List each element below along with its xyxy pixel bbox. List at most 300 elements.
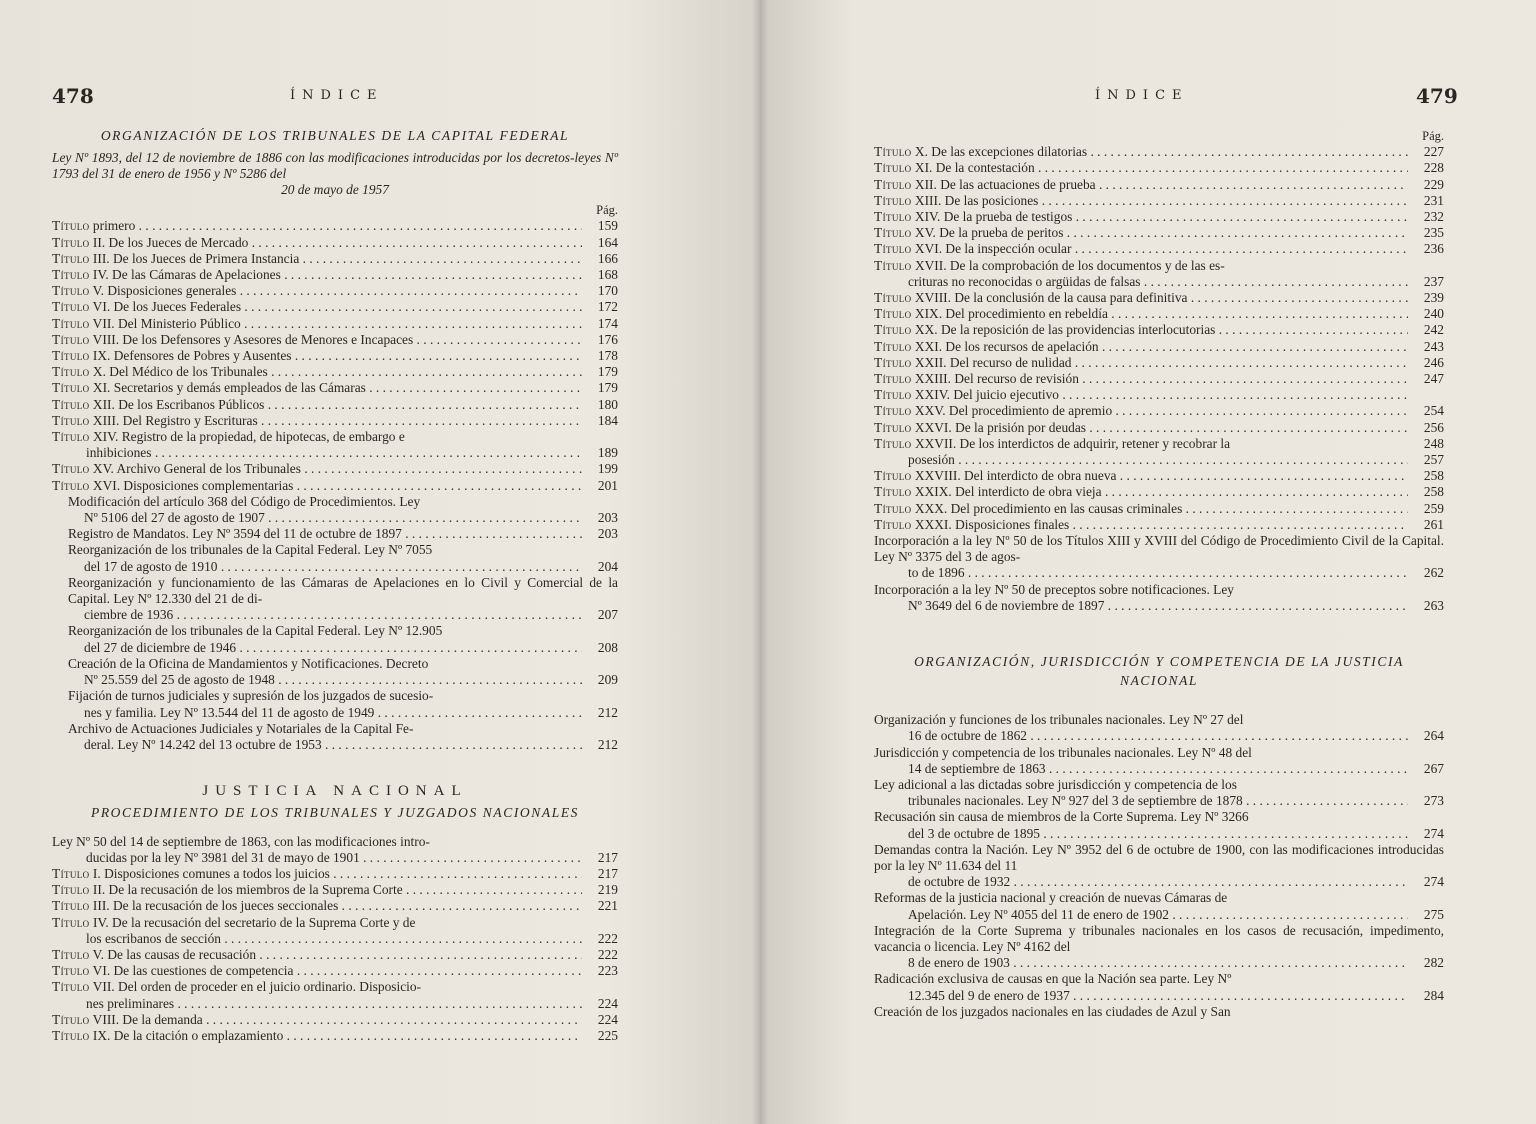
entry-text: Título V. De las causas de recusación . . . [52,947,582,963]
titulo-word: Título [52,963,90,979]
titulo-word: Título [874,338,912,354]
entry-text: Reorganización y funcionamiento de las Cámaras de Apelaciones en lo Civil y Comercial de la Capital. Ley Nº 12.330 del 21 de di- [68,574,618,607]
entry-text: inhibiciones . . . [86,445,582,461]
titulo-word: Título [52,250,90,266]
index-entry [52,834,618,866]
entry-text: Título XXI. De los recursos de apelación . . . [874,339,1408,355]
titulo-word: Título [874,468,912,484]
titulo-word: Título [52,461,90,477]
index-entry-list [52,461,618,493]
entry-page: 224 [597,995,618,1011]
entry-line [874,907,1444,923]
index-entry [874,582,1444,614]
index-entry [874,209,1444,225]
entry-text: Título III. De la recusación de los jueces seccionales . . . [52,898,582,914]
entry-text: Título VIII. De la demanda . . . [52,1012,582,1028]
entry-text: Título XVIII. De la conclusión de la causa para definitiva . . . [874,290,1408,306]
titulo-word: Título [52,946,90,962]
entry-text: del 27 de diciembre de 1946 . . . [84,640,582,656]
index-entry [52,542,618,574]
entry-text: Incorporación a la ley Nº 50 de los Títulos XIII y XVIII del Código de Procedimiento Civil de la Capital. Ley Nº 3375 del 3 de agos- [874,533,1444,565]
entry-page: 264 [1423,728,1444,744]
entry-page: 258 [1423,468,1444,484]
entry-page: 166 [597,250,618,266]
index-entry [52,915,618,947]
entry-text: XVII. De la comprobación de los documentos y de las es- [914,257,1225,273]
entry-text: Incorporación a la ley Nº 50 de preceptos sobre notificaciones. Ley [874,581,1234,597]
entry-page: 247 [1423,371,1444,387]
titulo-word: Título [874,225,912,241]
titulo-word: Título [874,354,912,370]
titulo-word: Título [52,1027,90,1043]
entry-page: 257 [1423,452,1444,468]
running-head-right: ÍNDICE [1095,88,1189,103]
titulo-word: Título [52,364,90,380]
entry-text: 12.345 del 9 de enero de 1937 . . . [908,988,1408,1004]
titulo-word: Título [52,299,90,315]
entry-text: Título XXVI. De la prisión por deudas . . . [874,420,1408,436]
entry-text: Nº 25.559 del 25 de agosto de 1948 . . . [84,672,582,688]
entry-page: 235 [1423,225,1444,241]
titulo-word: Título [52,979,90,995]
titulo-word: Título [874,290,912,306]
index-entry [52,623,618,655]
entry-page: 179 [597,380,618,396]
entry-text: Título XX. De la reposición de las providencias interlocutorias . . . [874,322,1408,338]
entry-line [874,955,1444,971]
index-entry [874,241,1444,257]
entry-text: Título XII. De los Escribanos Públicos . . . [52,397,582,413]
entry-text: XXVII. De los interdictos de adquirir, retener y recobrar la [914,435,1231,451]
entry-page: 217 [597,849,618,865]
entry-page: 282 [1423,955,1444,971]
index-entry [874,306,1444,322]
pag-label: Pág. [596,203,618,218]
entry-text: del 17 de agosto de 1910 . . . [84,559,582,575]
entry-text: Título XIII. Del Registro y Escrituras . . . [52,413,582,429]
index-entry [874,923,1444,972]
entry-text: Título V. Disposiciones generales . . . [52,283,582,299]
index-entry-list [52,1012,618,1044]
titulo-word: Título [52,865,90,881]
index-entry [874,387,1444,403]
entry-text: Título XII. De las actuaciones de prueba . . . [874,177,1408,193]
index-entry [52,413,618,429]
index-entry-list [874,144,1444,257]
entry-text: Demandas contra la Nación. Ley Nº 3952 del 6 de octubre de 1900, con las modificaciones introducidas por la ley Nº 11.634 del 11 [874,841,1444,873]
entry-text: Integración de la Corte Suprema y tribunales nacionales en los casos de recusación, impedimento, vacancia o licencia. Ley Nº 4162 del [874,922,1444,954]
entry-page: 259 [1423,500,1444,516]
section-subtitle-ley-1893: Ley Nº 1893, del 12 de noviembre de 1886 con las modificaciones introducidas por los decretos-leyes Nº 1793 del 31 de enero de 1956 y Nº 5286 del [52,150,618,182]
index-entry [52,721,618,753]
entry-text: 16 de octubre de 1862 . . . [908,728,1408,744]
entry-text: 8 de enero de 1903 . . . [908,955,1408,971]
entry-page: 176 [597,331,618,347]
entry-text: Título XI. Secretarios y demás empleados de las Cámaras . . . [52,380,582,396]
entry-page: 159 [597,218,618,234]
entry-text: Creación de la Oficina de Mandamientos y Notificaciones. Decreto [68,655,429,671]
entry-page: 208 [597,639,618,655]
entry-text: Título XXIX. Del interdicto de obra vieja . . . [874,484,1408,500]
entry-page: 223 [597,963,618,979]
book-gutter [752,0,768,1124]
entry-text: Título XI. De la contestación . . . [874,160,1408,176]
titulo-word: Título [874,160,912,176]
entry-text: Jurisdicción y competencia de los tribunales nacionales. Ley Nº 48 del [874,744,1252,760]
entry-text: Título II. De la recusación de los miembros de la Suprema Corte . . . [52,882,582,898]
titulo-word: Título [874,500,912,516]
index-entry [52,316,618,332]
index-entry [52,494,618,526]
titulo-word: Título [874,209,912,225]
entry-page: 254 [1423,403,1444,419]
entry-text: Título I. Disposiciones comunes a todos los juicios . . . [52,866,582,882]
entry-text: Título X. De las excepciones dilatorias . . . [874,144,1408,160]
index-entry [874,322,1444,338]
index-entry [52,283,618,299]
titulo-word: Título [874,176,912,192]
index-entry [52,898,618,914]
entry-page: 243 [1423,338,1444,354]
entry-page: 246 [1423,354,1444,370]
titulo-word: Título [52,331,90,347]
entry-page: 212 [597,704,618,720]
index-entry [874,177,1444,193]
index-entry [52,397,618,413]
index-entry [874,842,1444,891]
entry-line [68,559,618,575]
titulo-word: Título [52,396,90,412]
pag-label: Pág. [1422,129,1444,143]
entry-page: 164 [597,234,618,250]
entry-line [68,510,618,526]
entry-text: Título XV. De la prueba de peritos . . . [874,225,1408,241]
entry-page: 203 [597,510,618,526]
index-entry [874,371,1444,387]
entry-text: Título XXII. Del recurso de nulidad . . . [874,355,1408,371]
titulo-word: Título [52,348,90,364]
index-entry [874,501,1444,517]
entry-text: Título II. De los Jueces de Mercado . . . [52,235,582,251]
index-entry [874,225,1444,241]
entry-page: 168 [597,267,618,283]
entry-page: 203 [597,526,618,542]
entry-text: Ley adicional a las dictadas sobre jurisdicción y competencia de los [874,776,1237,792]
entry-line [68,705,618,721]
entry-page: 172 [597,299,618,315]
entry-text: XIV. Registro de la propiedad, de hipotecas, de embargo e [92,429,405,445]
entry-text: VII. Del orden de proceder en el juicio ordinario. Disposicio- [92,979,422,995]
index-entry [874,971,1444,1003]
entry-line [68,640,618,656]
index-entry-list [52,947,618,979]
entry-page: 239 [1423,290,1444,306]
entry-text: Apelación. Ley Nº 4055 del 11 de enero de 1902 . . . [908,907,1408,923]
index-entry [874,420,1444,436]
titulo-word: Título [52,218,90,234]
entry-page: 284 [1423,987,1444,1003]
entry-page: 225 [597,1027,618,1043]
entry-text: Título XXVIII. Del interdicto de obra nueva . . . [874,468,1408,484]
index-entry [874,468,1444,484]
entry-page: 179 [597,364,618,380]
entry-page: 240 [1423,306,1444,322]
section-title-justicia-nacional: JUSTICIA NACIONAL [202,783,468,800]
law-entry-list [874,712,1444,1004]
entry-page: 261 [1423,516,1444,532]
entry-text: Radicación exclusiva de causas en que la Nación sea parte. Ley Nº [874,971,1232,987]
entry-text: Reformas de la justicia nacional y creación de nuevas Cámaras de [874,890,1228,906]
entry-page: 242 [1423,322,1444,338]
entry-text: Nº 3649 del 6 de noviembre de 1897 . . . [908,598,1408,614]
entry-page: 273 [1423,793,1444,809]
titulo-word: Título [874,322,912,338]
entry-text: de octubre de 1932 . . . [908,874,1408,890]
entry-page: 201 [597,477,618,493]
entry-page: 229 [1423,176,1444,192]
entry-text: Título XXV. Del procedimiento de apremio . . . [874,403,1408,419]
entry-page: 199 [597,461,618,477]
entry-text: IV. De la recusación del secretario de la Suprema Corte y de [92,914,416,930]
index-entry [52,478,618,494]
index-entry [52,461,618,477]
entry-text: Ley Nº 50 del 14 de septiembre de 1863, con las modificaciones intro- [52,833,430,849]
entry-page: 209 [597,672,618,688]
titulo-word: Título [874,403,912,419]
entry-page: 232 [1423,209,1444,225]
entry-page: 224 [597,1011,618,1027]
titulo-word: Título [52,882,90,898]
titulo-word: Título [874,516,912,532]
entry-line [874,793,1444,809]
index-entry [874,712,1444,744]
index-entry-list [874,290,1444,436]
titulo-word: Título [52,477,90,493]
entry-text: Título XVI. De la inspección ocular . . . [874,241,1408,257]
index-entry [874,484,1444,500]
titulo-word: Título [874,435,912,451]
entry-text: ciembre de 1936 . . . [84,607,582,623]
index-entry-list [52,866,618,915]
index-entry [874,258,1444,290]
entry-line [874,988,1444,1004]
titulo-word: Título [52,412,90,428]
entry-text: Título primero . . . [52,218,582,234]
index-entry [874,403,1444,419]
titulo-word: Título [52,283,90,299]
entry-page: 189 [597,445,618,461]
index-entry-list [874,468,1444,533]
index-entry [52,979,618,1011]
titulo-word: Título [52,914,90,930]
index-entry [52,251,618,267]
index-entry [52,688,618,720]
entry-text: Título XIII. De las posiciones . . . [874,193,1408,209]
titulo-word: Título [874,484,912,500]
entry-text: Título VII. Del Ministerio Público . . . [52,316,582,332]
entry-page: 178 [597,348,618,364]
index-entry [52,364,618,380]
entry-text: 14 de septiembre de 1863 . . . [908,761,1408,777]
section-title-organizacion: ORGANIZACIÓN DE LOS TRIBUNALES DE LA CAPITAL FEDERAL [100,128,570,143]
entry-text: Reorganización de los tribunales de la Capital Federal. Ley Nº 7055 [68,542,433,558]
index-entry [874,533,1444,582]
entry-page: 237 [1423,273,1444,289]
last-line: Creación de los juzgados nacionales en las ciudades de Azul y San [874,1003,1231,1019]
entry-text: Título VIII. De los Defensores y Asesores de Menores e Incapaces . . . [52,332,582,348]
index-entry [52,380,618,396]
left-index-column [52,128,618,1044]
left-page [0,0,760,1124]
entry-text: Título XIV. De la prueba de testigos . . . [874,209,1408,225]
entry-page: 222 [597,946,618,962]
entry-text: Registro de Mandatos. Ley Nº 3594 del 11 de octubre de 1897 . . . [68,526,582,542]
index-entry [874,193,1444,209]
index-entry [52,866,618,882]
index-entry [874,890,1444,922]
entry-text: Título XXIII. Del recurso de revisión . . . [874,371,1408,387]
page-number-right: 479 [1416,84,1458,108]
entry-page: 275 [1423,906,1444,922]
index-entry [874,517,1444,533]
entry-page: 263 [1423,597,1444,613]
entry-page: 274 [1423,825,1444,841]
entry-text: crituras no reconocidas o argüidas de falsas . . . [908,274,1408,290]
entry-page: 274 [1423,874,1444,890]
entry-text: nes preliminares . . . [86,996,582,1012]
entry-text: Título XXX. Del procedimiento en las causas criminales . . . [874,501,1408,517]
index-entry [52,332,618,348]
entry-page: 219 [597,882,618,898]
entry-text: Título VI. De los Jueces Federales . . . [52,299,582,315]
entry-page: 174 [597,315,618,331]
entry-text: Título XV. Archivo General de los Tribunales . . . [52,461,582,477]
index-entry [52,963,618,979]
entry-text: Fijación de turnos judiciales y supresión de los juzgados de sucesio- [68,688,434,704]
entry-page: 222 [597,930,618,946]
entry-page: 204 [597,558,618,574]
entry-page: 207 [597,607,618,623]
index-entry [52,656,618,688]
entry-line [874,728,1444,744]
entry-text: los escribanos de sección . . . [86,931,582,947]
entry-text: nes y familia. Ley Nº 13.544 del 11 de agosto de 1949 . . . [84,705,582,721]
entry-text: tribunales nacionales. Ley Nº 927 del 3 de septiembre de 1878 . . . [908,793,1408,809]
index-entry [52,267,618,283]
entry-text: Título XXXI. Disposiciones finales . . . [874,517,1408,533]
titulo-word: Título [52,429,90,445]
entry-text: Modificación del artículo 368 del Código de Procedimientos. Ley [68,493,421,509]
section-subtitle-ley-1893-end: 20 de mayo de 1957 [281,182,389,198]
index-entry [874,777,1444,809]
index-entry [874,809,1444,841]
index-entry [52,348,618,364]
entry-text: Título XIX. Del procedimiento en rebeldía . . . [874,306,1408,322]
entry-text: Título IX. De la citación o emplazamiento . . . [52,1028,582,1044]
titulo-word: Título [874,144,912,160]
entry-text: Título XVI. Disposiciones complementarias . . . [52,478,582,494]
entry-page: 231 [1423,192,1444,208]
index-entry [52,299,618,315]
entry-text: Título IV. De las Cámaras de Apelaciones . . . [52,267,582,283]
index-entry [874,160,1444,176]
entry-text: Recusación sin causa de miembros de la Corte Suprema. Ley Nº 3266 [874,809,1249,825]
titulo-word: Título [874,306,912,322]
entry-page: 184 [597,412,618,428]
index-entry [52,575,618,624]
entry-page: 221 [597,898,618,914]
entry-line [68,672,618,688]
entry-page: 228 [1423,160,1444,176]
entry-page: 262 [1423,565,1444,581]
entry-page: 258 [1423,484,1444,500]
index-entry [874,745,1444,777]
index-entry [52,947,618,963]
titulo-word: Título [52,267,90,283]
index-entry [52,1012,618,1028]
entry-text: Título VI. De las cuestiones de competencia . . . [52,963,582,979]
titulo-word: Título [874,192,912,208]
entry-text: Archivo de Actuaciones Judiciales y Notariales de la Capital Fe- [68,720,414,736]
entry-page: 248 [1423,435,1444,451]
index-entry [52,1028,618,1044]
sub-entry-list [52,494,618,753]
titulo-word: Título [52,234,90,250]
entry-text: Título IX. Defensores de Pobres y Ausentes . . . [52,348,582,364]
index-entry [52,526,618,542]
entry-line [874,874,1444,890]
index-entry-list [52,218,618,429]
entry-page: 256 [1423,419,1444,435]
titulo-word: Título [874,257,912,273]
section-title-organizacion-jurisdiccion: ORGANIZACIÓN, JURISDICCIÓN Y COMPETENCIA DE LA JUSTICIA NACIONAL [914,654,1404,689]
index-entry [52,218,618,234]
titulo-word: Título [874,419,912,435]
entry-text: to de 1896 . . . [908,565,1408,581]
titulo-word: Título [874,241,912,257]
titulo-word: Título [52,315,90,331]
section-subtitle-procedimiento: PROCEDIMIENTO DE LOS TRIBUNALES Y JUZGADOS NACIONALES [90,805,580,821]
entry-page: 236 [1423,241,1444,257]
entry-page: 170 [597,283,618,299]
entry-page: 217 [597,865,618,881]
entry-text: Organización y funciones de los tribunales nacionales. Ley Nº 27 del [874,712,1244,728]
entry-page: 267 [1423,760,1444,776]
entry-text: Nº 5106 del 27 de agosto de 1907 . . . [84,510,582,526]
index-entry [52,429,618,461]
entry-text: Título XXIV. Del juicio ejecutivo . . . [874,387,1408,403]
entry-text: posesión . . . [908,452,1408,468]
entry-text: deral. Ley Nº 14.242 del 13 octubre de 1953 . . . [84,737,582,753]
entry-text: del 3 de octubre de 1895 . . . [908,826,1408,842]
entry-line [874,761,1444,777]
titulo-word: Título [52,898,90,914]
index-entry [874,290,1444,306]
index-entry [874,355,1444,371]
entry-page: 227 [1423,144,1444,160]
titulo-word: Título [874,387,912,403]
index-entry [874,144,1444,160]
right-index-column [874,128,1444,1020]
index-entry [52,882,618,898]
index-entry [874,339,1444,355]
entry-page: 180 [597,396,618,412]
entry-line [874,826,1444,842]
titulo-word: Título [874,371,912,387]
entry-text: Título III. De los Jueces de Primera Instancia . . . [52,251,582,267]
running-head-left: ÍNDICE [290,88,384,103]
entry-line [68,737,618,753]
